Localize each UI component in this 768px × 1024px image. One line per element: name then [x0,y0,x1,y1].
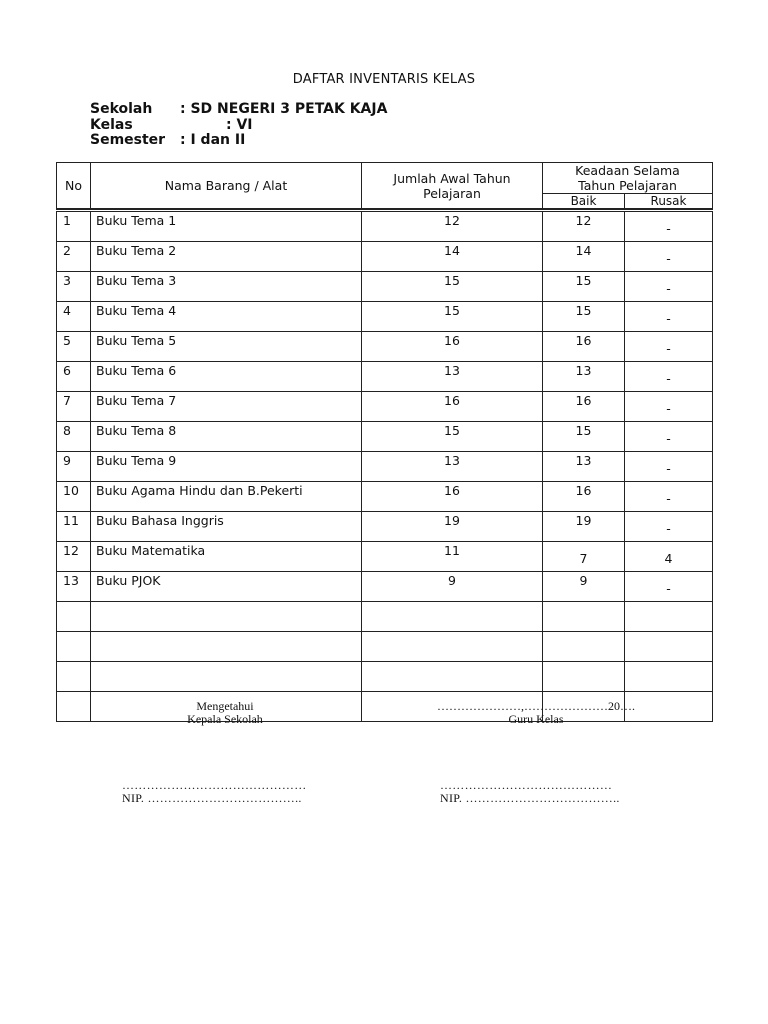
header-name: Nama Barang / Alat [91,163,362,209]
row-number: 10 [57,482,91,512]
damaged-count [625,692,713,722]
row-number [57,632,91,662]
table-row [57,632,713,662]
header-no: No [57,163,91,209]
good-count: 16 [543,392,625,422]
table-row [57,272,713,302]
damaged-count [625,662,713,692]
item-name: Buku Bahasa Inggris [91,512,362,542]
damaged-count: 4 [625,542,713,572]
row-number: 6 [57,362,91,392]
table-row [57,332,713,362]
semester-label: Semester [90,132,166,148]
initial-count: 16 [362,392,543,422]
initial-count: 19 [362,512,543,542]
document-title: DAFTAR INVENTARIS KELAS [292,72,476,87]
good-count [543,632,625,662]
initial-count: 12 [362,211,543,242]
row-number: 3 [57,272,91,302]
good-count: 12 [543,211,625,242]
damaged-count: - [625,211,713,242]
initial-count: 15 [362,422,543,452]
header-initial-line2: Pelajaran [423,185,481,201]
item-name: Buku Tema 8 [91,422,362,452]
table-row [57,662,713,692]
table-row [57,482,713,512]
table-row [57,242,713,272]
row-number [57,662,91,692]
semester-value: : I dan II [180,132,246,148]
initial-count: 11 [362,542,543,572]
row-number: 1 [57,211,91,242]
damaged-count: - [625,422,713,452]
row-number: 5 [57,332,91,362]
header-damaged: Rusak [625,194,713,209]
initial-count: 16 [362,482,543,512]
item-name: Buku PJOK [91,572,362,602]
row-number [57,602,91,632]
item-name: Buku Tema 5 [91,332,362,362]
school-info [90,101,490,151]
table-row [57,302,713,332]
item-name: Buku Agama Hindu dan B.Pekerti [91,482,362,512]
teacher-name-line: …………………………………… [440,778,613,792]
good-count: 15 [543,422,625,452]
good-count: 16 [543,482,625,512]
item-name [91,632,362,662]
item-name: Buku Tema 7 [91,392,362,422]
good-count: 15 [543,302,625,332]
good-count: 15 [543,272,625,302]
damaged-count: - [625,272,713,302]
damaged-count: - [625,482,713,512]
item-name: Buku Tema 2 [91,242,362,272]
initial-count: 13 [362,452,543,482]
school-label: Sekolah [90,101,153,117]
item-name: Buku Tema 6 [91,362,362,392]
header-condition-line1: Keadaan Selama [575,163,680,178]
table-row [57,542,713,572]
table-row [57,211,713,242]
inventory-table [56,162,713,722]
table-row [57,422,713,452]
item-name: Buku Matematika [91,542,362,572]
damaged-count [625,602,713,632]
teacher-nip: NIP. ……………………………….. [440,791,620,805]
table-row [57,452,713,482]
item-name: Buku Tema 9 [91,452,362,482]
principal-title: Kepala Sekolah [187,712,263,726]
item-name: Buku Tema 3 [91,272,362,302]
row-number: 2 [57,242,91,272]
table-row [57,512,713,542]
initial-count [362,662,543,692]
row-number [57,692,91,722]
initial-count: 16 [362,332,543,362]
damaged-count: - [625,362,713,392]
header-initial-line1: Jumlah Awal Tahun [393,170,511,186]
header-good: Baik [543,194,625,209]
table-row [57,392,713,422]
item-name: Buku Tema 4 [91,302,362,332]
date-line: …………………,…………………20…. [437,699,635,713]
header-initial-count [362,163,543,209]
damaged-count: - [625,242,713,272]
initial-count [362,632,543,662]
initial-count: 14 [362,242,543,272]
principal-nip: NIP. ……………………………….. [122,791,302,805]
damaged-count: - [625,452,713,482]
good-count [543,602,625,632]
initial-count [362,602,543,632]
table-row [57,602,713,632]
item-name [91,602,362,632]
row-number: 13 [57,572,91,602]
class-label: Kelas [90,117,133,133]
item-name: Buku Tema 1 [91,211,362,242]
row-number: 9 [57,452,91,482]
initial-count: 15 [362,302,543,332]
table-row [57,362,713,392]
good-count: 13 [543,452,625,482]
good-count: 19 [543,512,625,542]
acknowledged-label: Mengetahui [196,699,254,713]
damaged-count: - [625,512,713,542]
row-number: 8 [57,422,91,452]
row-number: 12 [57,542,91,572]
row-number: 4 [57,302,91,332]
good-count: 13 [543,362,625,392]
damaged-count: - [625,332,713,362]
header-condition [543,163,713,194]
item-name [91,662,362,692]
row-number: 7 [57,392,91,422]
principal-name-line: ……………………………………… [122,778,307,792]
teacher-title: Guru Kelas [508,712,564,726]
good-count: 7 [543,542,625,572]
class-value: : VI [226,117,253,133]
good-count: 16 [543,332,625,362]
damaged-count: - [625,572,713,602]
damaged-count [625,632,713,662]
school-value: : SD NEGERI 3 PETAK KAJA [180,101,388,117]
damaged-count: - [625,392,713,422]
initial-count: 9 [362,572,543,602]
good-count [543,662,625,692]
table-row [57,572,713,602]
header-condition-line2: Tahun Pelajaran [578,178,677,193]
good-count: 9 [543,572,625,602]
initial-count: 13 [362,362,543,392]
row-number: 11 [57,512,91,542]
damaged-count: - [625,302,713,332]
good-count: 14 [543,242,625,272]
initial-count: 15 [362,272,543,302]
